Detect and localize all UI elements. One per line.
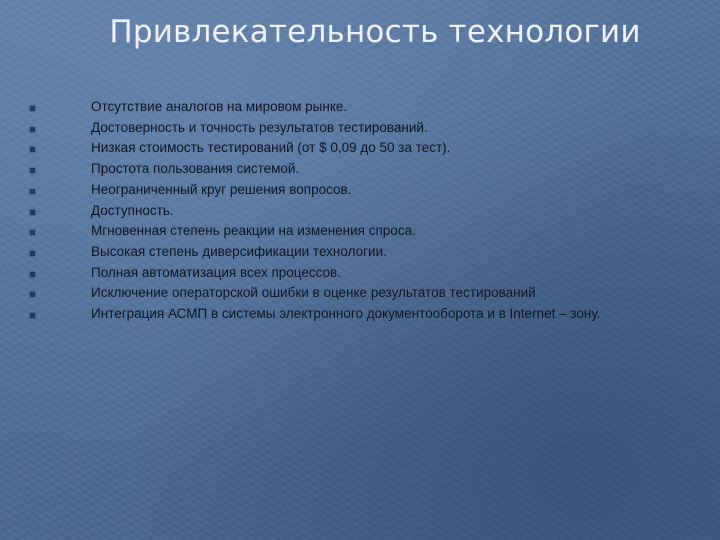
list-item-text: Полная автоматизация всех процессов. [91,264,341,280]
list-item-text: Интеграция АСМП в системы электронного документооборота и в Internet – зону. [91,306,601,322]
list-item-text: Простота пользования системой. [91,161,300,177]
list-item [30,138,670,159]
list-item-text: Мгновенная степень реакции на изменения спроса. [91,223,416,239]
list-item [30,159,670,180]
list-item [30,221,670,242]
list-item-text: Исключение операторской ошибки в оценке результатов тестирований [91,285,536,301]
list-item [30,180,670,201]
list-item-text: Высокая степень диверсификации технологии. [91,243,387,259]
square-bullet-icon [30,230,35,235]
square-bullet-icon [30,292,35,297]
square-bullet-icon [30,168,35,173]
list-item [30,304,670,325]
square-bullet-icon [30,106,35,111]
square-bullet-icon [30,210,35,215]
list-item-text: Отсутствие аналогов на мировом рынке. [91,99,348,114]
list-item [30,263,670,284]
slide-title: Привлекательность технологии [109,14,641,50]
list-item-text: Неограниченный круг решения вопросов. [91,181,352,197]
square-bullet-icon [30,251,35,256]
list-item [30,118,670,139]
square-bullet-icon [30,189,35,194]
list-item-text: Низкая стоимость тестирований (от $ 0,09 до 50 за тест). [91,140,451,156]
list-item [30,242,670,263]
square-bullet-icon [30,272,35,277]
bullet-list [30,97,670,325]
square-bullet-icon [30,127,35,132]
list-item [30,97,670,118]
list-item-text: Достоверность и точность результатов тестирований. [91,119,428,135]
square-bullet-icon [30,313,35,318]
square-bullet-icon [30,147,35,152]
list-item [30,283,670,304]
list-item [30,201,670,222]
list-item-text: Доступность. [91,202,174,218]
